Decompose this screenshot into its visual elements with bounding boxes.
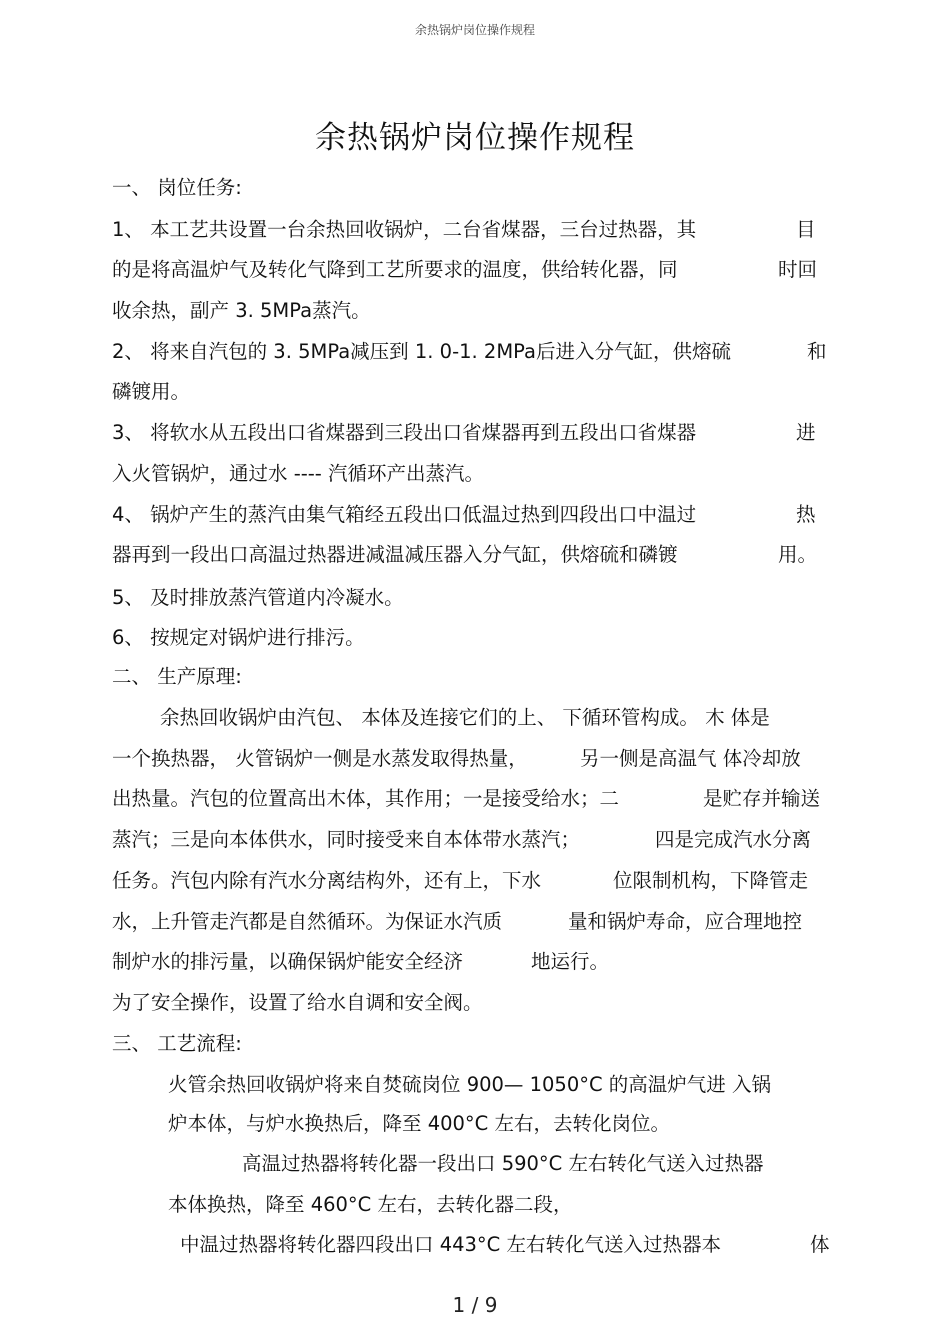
text-segment: 2、 将来自汽包的 3. 5MPa减压到 1. 0-1. 2MPa后进入分气缸，供熔硫: [112, 340, 731, 363]
paragraph-line: [0, 988, 950, 1018]
text-segment: 5、 及时排放蒸汽管道内冷凝水。: [112, 586, 404, 609]
text-segment: 4、 锅炉产生的蒸汽由集气箱经五段出口低温过热到四段出口中温过: [112, 503, 697, 526]
text-segment: 器再到一段出口高温过热器进减温减压器入分气缸，供熔硫和磷镀: [112, 543, 678, 566]
text-segment: 炉本体，与炉水换热后，降至 400°C 左右，去转化岗位。: [168, 1112, 670, 1135]
page-number: 1 / 9: [452, 1293, 498, 1317]
text-segment: 体: [810, 1233, 830, 1256]
text-segment: 收余热，副产 3. 5MPa蒸汽。: [112, 299, 371, 322]
text-segment: 三、 工艺流程:: [112, 1032, 242, 1055]
paragraph-line: [0, 296, 950, 326]
text-segment: 6、 按规定对锅炉进行排污。: [112, 626, 365, 649]
text-segment: 中温过热器将转化器四段出口 443°C 左右转化气送入过热器本: [180, 1233, 721, 1256]
text-segment: 热: [796, 503, 816, 526]
text-segment: 另一侧是高温气 体冷却放: [580, 747, 801, 770]
text-segment: 蒸汽；三是向本体供水，同时接受来自本体带水蒸汽；: [112, 828, 581, 851]
text-segment: 四是完成汽水分离: [655, 828, 812, 851]
section-heading-3: [0, 1029, 950, 1059]
paragraph-line: [0, 540, 950, 570]
text-segment: 二、 生产原理:: [112, 665, 242, 688]
paragraph-line: [0, 377, 950, 407]
paragraph-line: [0, 1109, 950, 1139]
text-segment: 用。: [778, 543, 818, 566]
text-segment: 制炉水的排污量，以确保锅炉能安全经济: [112, 950, 464, 973]
text-segment: 余热回收锅炉由汽包、 本体及连接它们的上、 下循环管构成。 木 体是: [160, 706, 770, 729]
paragraph-line: [0, 583, 950, 613]
paragraph-line: [0, 459, 950, 489]
text-segment: 和: [807, 340, 827, 363]
text-segment: 高温过热器将转化器一段出口 590°C 左右转化气送入过热器: [242, 1152, 764, 1175]
paragraph-line: [0, 866, 950, 896]
document-title: 余热锅炉岗位操作规程: [315, 120, 635, 156]
text-segment: 时回: [778, 258, 818, 281]
text-segment: 1、 本工艺共设置一台余热回收锅炉，二台省煤器，三台过热器，其: [112, 218, 697, 241]
paragraph-line: [0, 1070, 950, 1100]
text-segment: 一、 岗位任务:: [112, 176, 242, 199]
section-heading-2: [0, 662, 950, 692]
text-segment: 入火管锅炉，通过水 ---- 汽循环产出蒸汽。: [112, 462, 485, 485]
paragraph-line: [0, 500, 950, 530]
text-segment: 位限制机构，下降管走: [613, 869, 809, 892]
paragraph-line: [0, 825, 950, 855]
paragraph-line: [0, 703, 950, 733]
text-segment: 本体换热，降至 460°C 左右，去转化器二段，: [168, 1193, 573, 1216]
text-segment: 是贮存并输送: [703, 787, 821, 810]
paragraph-line: [0, 255, 950, 285]
paragraph-line: [0, 947, 950, 977]
paragraph-line: [0, 744, 950, 774]
paragraph-line: [0, 1190, 950, 1220]
paragraph-line: [0, 1230, 950, 1260]
text-segment: 出热量。汽包的位置高出木体，其作用；一是接受给水；二: [112, 787, 620, 810]
section-heading-1: [0, 173, 950, 203]
text-segment: 磷镀用。: [112, 380, 191, 403]
text-segment: 的是将高温炉气及转化气降到工艺所要求的温度，供给转化器，同: [112, 258, 678, 281]
paragraph-line: [0, 784, 950, 814]
paragraph-line: [0, 215, 950, 245]
paragraph-line: [0, 418, 950, 448]
paragraph-line: [0, 1149, 950, 1179]
paragraph-line: [0, 623, 950, 653]
text-segment: 火管余热回收锅炉将来自焚硫岗位 900— 1050°C 的高温炉气进 入锅: [168, 1073, 772, 1096]
text-segment: 进: [796, 421, 816, 444]
text-segment: 为了安全操作，设置了给水自调和安全阀。: [112, 991, 483, 1014]
text-segment: 目: [796, 218, 816, 241]
paragraph-line: [0, 337, 950, 367]
paragraph-line: [0, 907, 950, 937]
text-segment: 水，上升管走汽都是自然循环。为保证水汽质: [112, 910, 503, 933]
text-segment: 3、 将软水从五段出口省煤器到三段出口省煤器再到五段出口省煤器: [112, 421, 697, 444]
text-segment: 地运行。: [531, 950, 610, 973]
text-segment: 一个换热器， 火管锅炉一侧是水蒸发取得热量，: [112, 747, 528, 770]
text-segment: 量和锅炉寿命，应合理地控: [568, 910, 803, 933]
running-header: 余热锅炉岗位操作规程: [414, 23, 535, 37]
text-segment: 任务。汽包内除有汽水分离结构外，还有上，下水: [112, 869, 542, 892]
